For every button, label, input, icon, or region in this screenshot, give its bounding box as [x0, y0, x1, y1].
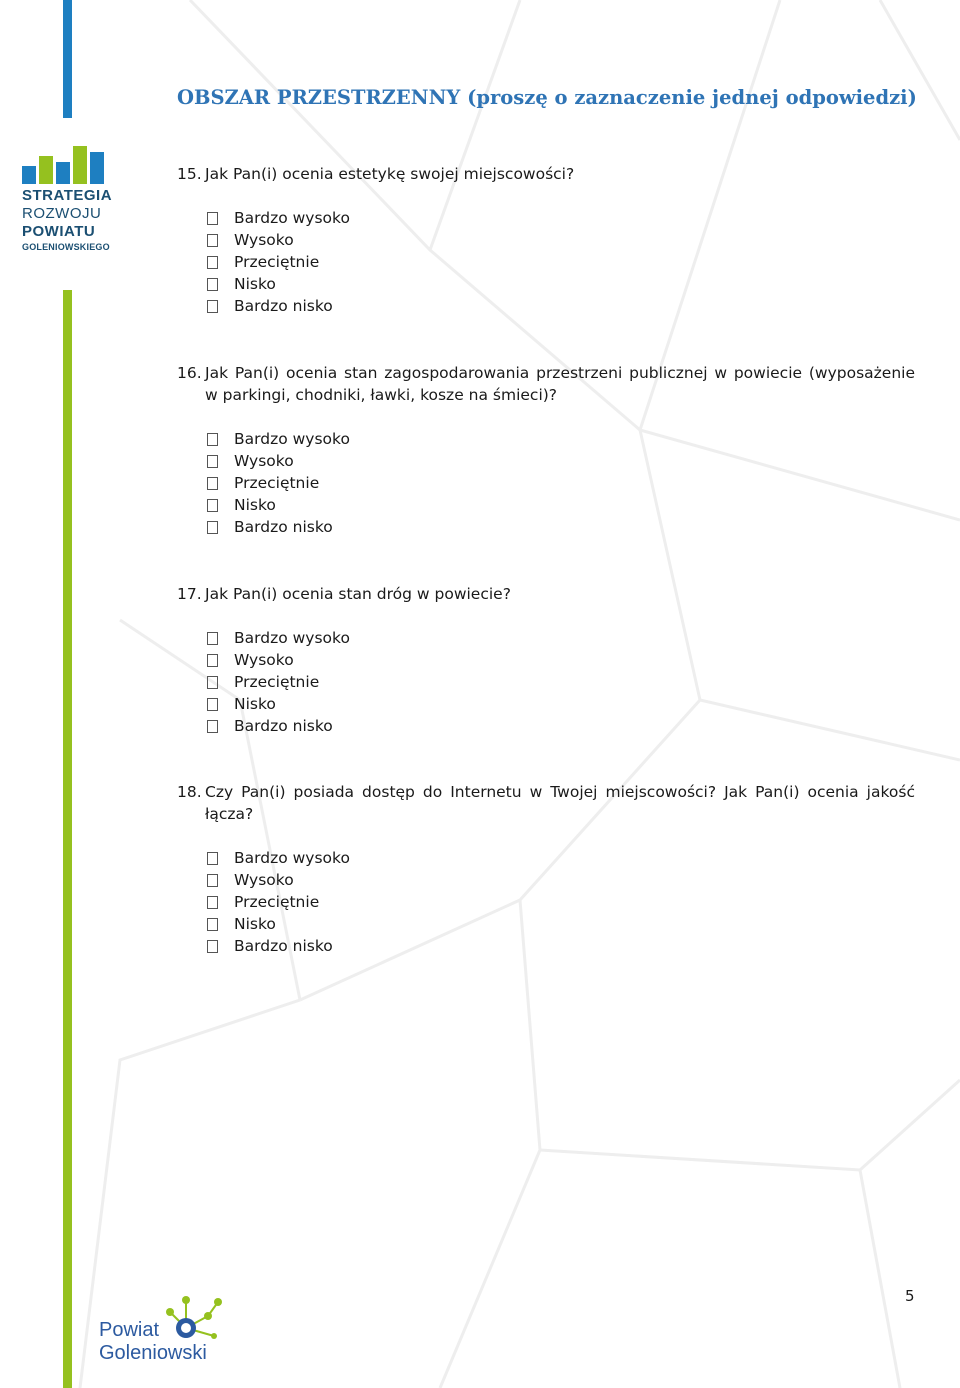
option-label: Przeciętnie: [234, 893, 320, 911]
checkbox[interactable]: [207, 852, 218, 865]
checkbox[interactable]: [207, 212, 218, 225]
options-list: [177, 207, 915, 317]
checkbox[interactable]: [207, 234, 218, 247]
question-number: 16.: [177, 364, 202, 382]
question-body: Jak Pan(i) ocenia stan dróg w powiecie?: [205, 585, 511, 603]
checkbox[interactable]: [207, 698, 218, 711]
option-item[interactable]: [207, 273, 915, 295]
option-label: Przeciętnie: [234, 673, 320, 691]
option-item[interactable]: [207, 516, 915, 538]
option-item[interactable]: [207, 869, 915, 891]
logo-text-line-3: POWIATU: [22, 223, 96, 240]
option-label: Nisko: [234, 275, 276, 293]
options-list: [177, 847, 915, 957]
checkbox[interactable]: [207, 940, 218, 953]
logo-text-line-2: ROZWOJU: [22, 205, 102, 222]
question-text: [177, 163, 915, 185]
option-label: Bardzo wysoko: [234, 430, 350, 448]
option-label: Bardzo wysoko: [234, 209, 350, 227]
page-number: 5: [905, 1287, 915, 1305]
option-item[interactable]: [207, 671, 915, 693]
option-item[interactable]: [207, 428, 915, 450]
option-label: Wysoko: [234, 231, 294, 249]
logo-text-line-1: STRATEGIA: [22, 187, 113, 204]
section-title: OBSZAR PRZESTRZENNY (proszę o zaznaczenie jednej odpowiedzi): [177, 86, 917, 109]
option-item[interactable]: [207, 649, 915, 671]
question-number: 18.: [177, 783, 202, 801]
option-item[interactable]: [207, 913, 915, 935]
option-item[interactable]: [207, 935, 915, 957]
checkbox[interactable]: [207, 278, 218, 291]
checkbox[interactable]: [207, 918, 218, 931]
options-list: [177, 428, 915, 538]
checkbox[interactable]: [207, 632, 218, 645]
option-item[interactable]: [207, 251, 915, 273]
option-label: Wysoko: [234, 871, 294, 889]
question-body: Czy Pan(i) posiada dostęp do Internetu w Twojej miejscowości? Jak Pan(i) ocenia jakość łącza?: [205, 783, 915, 823]
option-item[interactable]: [207, 450, 915, 472]
checkbox[interactable]: [207, 499, 218, 512]
option-item[interactable]: [207, 847, 915, 869]
option-item[interactable]: [207, 229, 915, 251]
option-item[interactable]: [207, 207, 915, 229]
question-18: [177, 781, 915, 957]
question-16: [177, 362, 915, 538]
option-label: Nisko: [234, 496, 276, 514]
option-label: Bardzo nisko: [234, 297, 333, 315]
option-item[interactable]: [207, 891, 915, 913]
question-number: 15.: [177, 165, 202, 183]
option-label: Wysoko: [234, 452, 294, 470]
question-text: [177, 781, 915, 825]
checkbox[interactable]: [207, 433, 218, 446]
logo-text-line-4: GOLENIOWSKIEGO: [22, 242, 110, 252]
checkbox[interactable]: [207, 521, 218, 534]
checkbox[interactable]: [207, 654, 218, 667]
option-item[interactable]: [207, 295, 915, 317]
question-text: [177, 362, 915, 406]
checkbox[interactable]: [207, 874, 218, 887]
option-label: Wysoko: [234, 651, 294, 669]
option-label: Przeciętnie: [234, 253, 320, 271]
option-item[interactable]: [207, 693, 915, 715]
option-item[interactable]: [207, 472, 915, 494]
checkbox[interactable]: [207, 300, 218, 313]
powiat-logo-line-1: Powiat: [99, 1319, 160, 1341]
checkbox[interactable]: [207, 720, 218, 733]
question-body: Jak Pan(i) ocenia estetykę swojej miejscowości?: [205, 165, 575, 183]
option-label: Nisko: [234, 915, 276, 933]
option-label: Bardzo nisko: [234, 518, 333, 536]
checkbox[interactable]: [207, 256, 218, 269]
question-body: Jak Pan(i) ocenia stan zagospodarowania przestrzeni publicznej w powiecie (wyposażenie w parkingi, chodniki, ławki, kosze na śmieci)?: [205, 364, 915, 404]
checkbox[interactable]: [207, 455, 218, 468]
checkbox[interactable]: [207, 477, 218, 490]
option-label: Bardzo nisko: [234, 937, 333, 955]
option-label: Bardzo wysoko: [234, 629, 350, 647]
question-text: [177, 583, 915, 605]
powiat-logo-line-2: Goleniowski: [99, 1342, 207, 1364]
option-label: Nisko: [234, 695, 276, 713]
options-list: [177, 627, 915, 737]
checkbox[interactable]: [207, 676, 218, 689]
option-item[interactable]: [207, 494, 915, 516]
option-label: Przeciętnie: [234, 474, 320, 492]
question-number: 17.: [177, 585, 202, 603]
question-15: [177, 163, 915, 317]
checkbox[interactable]: [207, 896, 218, 909]
question-17: [177, 583, 915, 737]
option-item[interactable]: [207, 715, 915, 737]
option-label: Bardzo nisko: [234, 717, 333, 735]
option-item[interactable]: [207, 627, 915, 649]
option-label: Bardzo wysoko: [234, 849, 350, 867]
